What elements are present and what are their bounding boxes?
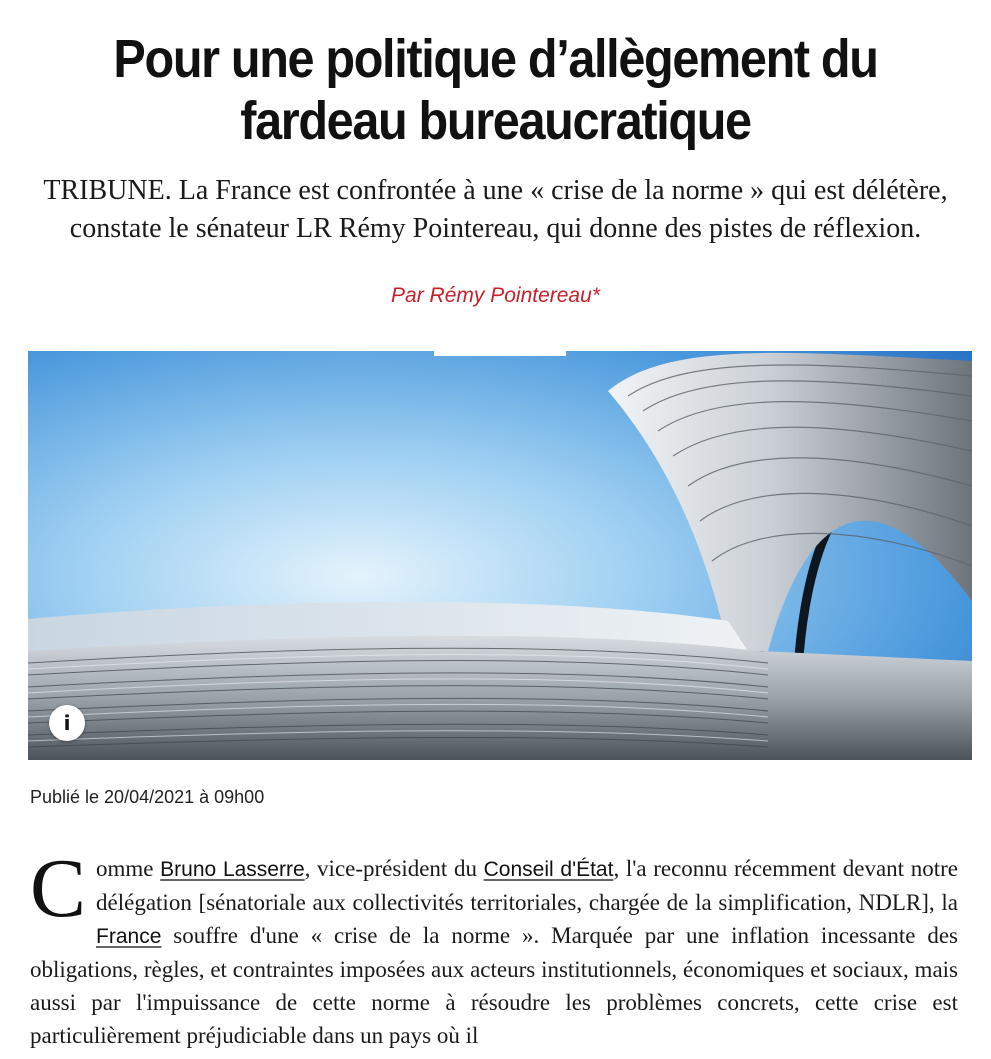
article-title: Pour une politique d’allègement du fardeau bureaucratique (113, 29, 878, 151)
article-standfirst: TRIBUNE. La France est confrontée à une « crise de la norme » qui est délétère, constate le sénateur LR Rémy Pointereau, qui donne des pistes de réflexion. (43, 175, 948, 244)
link-france[interactable]: France (96, 925, 162, 948)
body-text-segment: , vice-président du (304, 856, 484, 881)
body-text-segment: omme (96, 856, 161, 881)
publication-date: Publié le 20/04/2021 à 09h00 (30, 787, 265, 807)
link-bruno-lasserre[interactable]: Bruno Lasserre (160, 858, 305, 881)
article-byline[interactable]: Par Rémy Pointereau* (391, 284, 600, 307)
link-conseil-etat[interactable]: Conseil d'État (483, 858, 614, 881)
stack-of-papers-illustration (28, 351, 972, 760)
body-text-segment: , l'a reconnu récemment devant notre délégation [sénatoriale aux collectivités territoriales, chargée de la simplification, NDLR], la (96, 856, 958, 915)
body-text-segment: souffre d'une « crise de la norme ». Marquée par une inflation incessante des obligations, règles, et contraintes imposées aux acteurs institutionnels, économiques et sociaux, mais aussi par l'impuissance de cette norme à résoudre les problèmes concrets, cette crise est particulièrement préjudiciable dans un pays où il (30, 923, 958, 1048)
hero-photo (28, 351, 972, 760)
info-icon[interactable]: i (49, 705, 85, 741)
image-top-notch (434, 351, 566, 356)
article-body-paragraph (30, 842, 958, 1052)
drop-cap: C (30, 842, 87, 935)
